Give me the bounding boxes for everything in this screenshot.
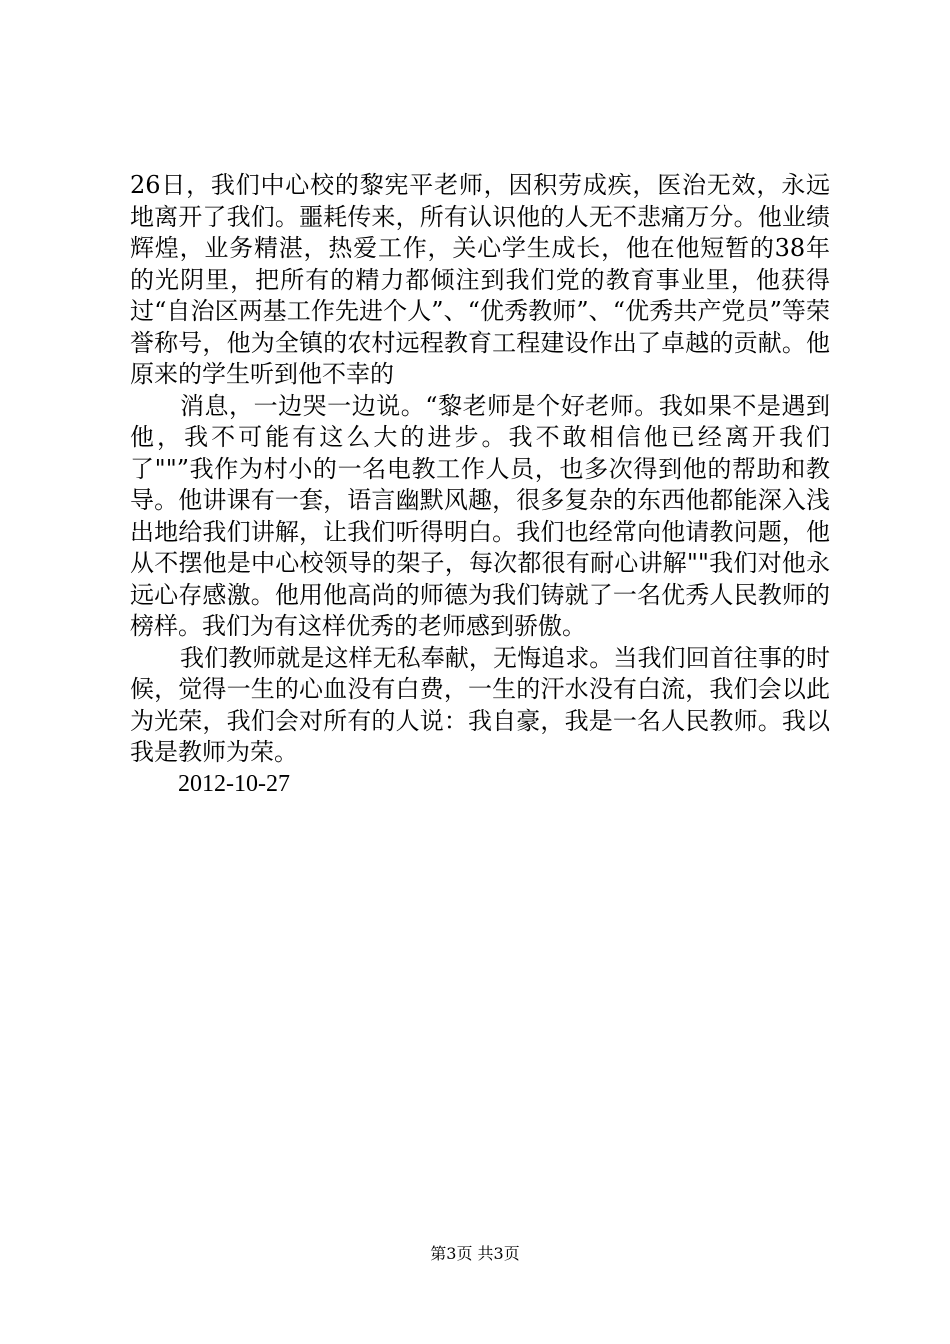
paragraph-2: 消息，一边哭一边说。“黎老师是个好老师。我如果不是遇到他，我不可能有这么大的进步。我不敢相信他已经离开我们了""”我作为村小的一名电教工作人员，也多次得到他的帮助和教导。他讲课有一套，语言幽默风趣，很多复杂的东西他都能深入浅出地给我们讲解，让我们听得明白。我们也经常向他请教问题，他从不摆他是中心校领导的架子，每次都很有耐心讲解""我们对他永远心存感激。他用他高尚的师德为我们铸就了一名优秀人民教师的榜样。我们为有这样优秀的老师感到骄傲。 <box>130 391 830 640</box>
document-date: 2012-10-27 <box>178 770 290 797</box>
paragraph-1: 26日，我们中心校的黎宪平老师，因积劳成疾，医治无效，永远地离开了我们。噩耗传来，所有认识他的人无不悲痛万分。他业绩辉煌，业务精湛，热爱工作，关心学生成长，他在他短暂的38年的光阴里，把所有的精力都倾注到我们党的教育事业里，他获得过“自治区两基工作先进个人”、“优秀教师”、“优秀共产党员”等荣誉称号，他为全镇的农村远程教育工程建设作出了卓越的贡献。他原来的学生听到他不幸的 <box>130 171 830 388</box>
document-body <box>130 170 830 800</box>
page-number-footer: 第3页 共3页 <box>430 1244 520 1263</box>
paragraph-3: 我们教师就是这样无私奉献，无悔追求。当我们回首往事的时候，觉得一生的心血没有白费，一生的汗水没有白流，我们会以此为光荣，我们会对所有的人说：我自豪，我是一名人民教师。我以我是教师为荣。 <box>130 643 830 766</box>
